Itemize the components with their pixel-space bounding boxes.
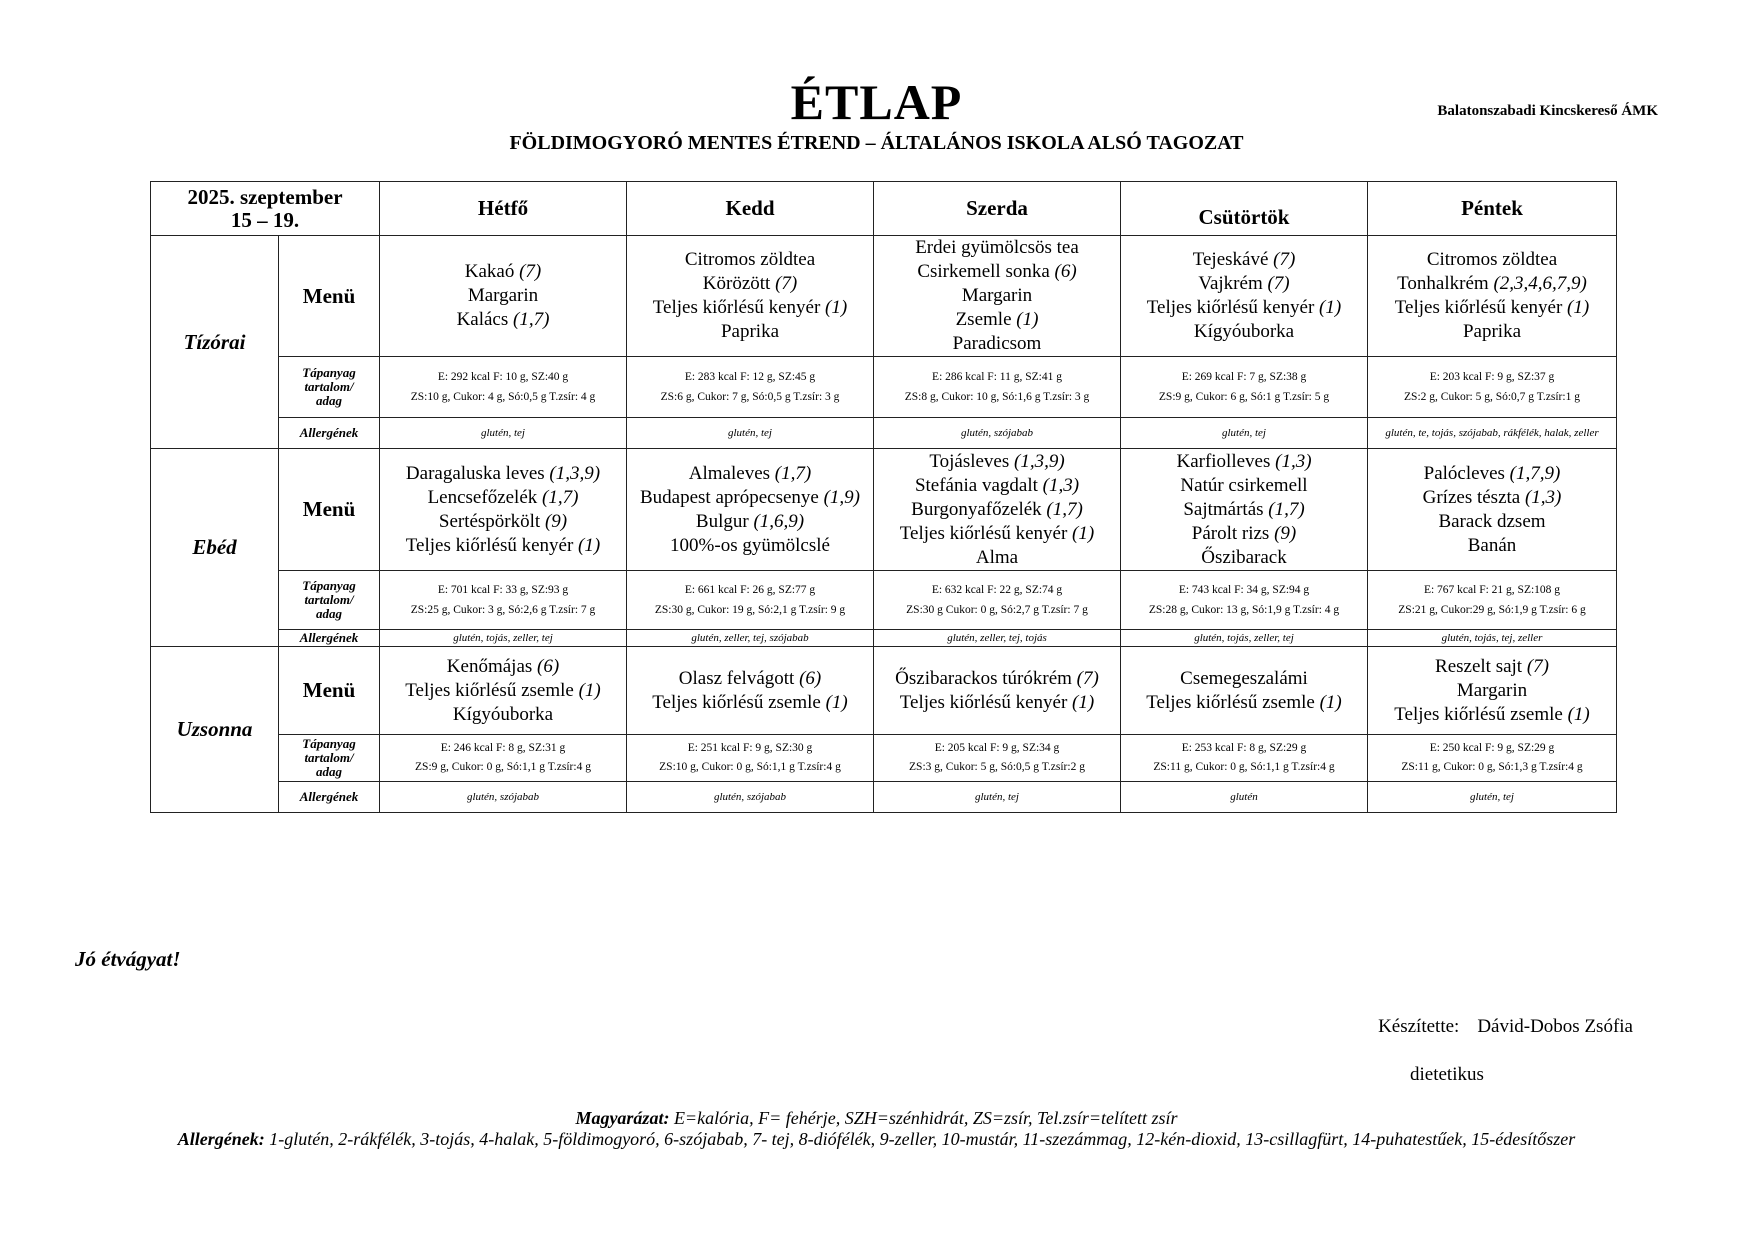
date-range-cell xyxy=(151,182,380,236)
nutrition-line: ZS:28 g, Cukor: 13 g, Só:1,9 g T.zsír: 4 g xyxy=(1148,604,1340,616)
dish-allergen-codes: (1) xyxy=(578,679,601,701)
dish-line xyxy=(629,248,871,272)
dish-line xyxy=(382,655,624,679)
dish-name: Teljes kiőrlésű kenyér xyxy=(1146,297,1315,318)
nutrition-cell-uzsonna-wednesday xyxy=(874,735,1121,782)
dish-name: Tejeskávé xyxy=(1192,249,1269,270)
dish-name: Teljes kiőrlésű kenyér xyxy=(652,297,821,318)
dish-allergen-codes: (1,3) xyxy=(1042,474,1080,496)
dish-name: Lencsefőzelék xyxy=(427,486,538,508)
nutrition-line: ZS:8 g, Cukor: 10 g, Só:1,6 g T.zsír: 3 g xyxy=(904,391,1090,403)
nutrition-line: ZS:9 g, Cukor: 0 g, Só:1,1 g T.zsír:4 g xyxy=(415,761,591,773)
dish-name: Teljes kiőrlésű zsemle xyxy=(1146,691,1315,713)
menu-cell-ebed-tuesday xyxy=(627,449,874,571)
allergen-cell-uzsonna-thursday: glutén xyxy=(1121,782,1368,813)
dish-name: Teljes kiőrlésű kenyér xyxy=(405,534,574,556)
dish-allergen-codes: (7) xyxy=(775,273,798,294)
row-label-allergens: Allergének xyxy=(279,782,380,813)
dish-name: Paprika xyxy=(720,321,780,342)
dish-name: Bulgur xyxy=(695,510,749,532)
row-label-menu: Menü xyxy=(279,647,380,735)
dish-line xyxy=(876,498,1118,522)
nutrition-cell-uzsonna-monday xyxy=(380,735,627,782)
row-label-nutrition-line: tartalom/ xyxy=(304,592,354,607)
allergen-cell-ebed-wednesday: glutén, zeller, tej, tojás xyxy=(874,630,1121,647)
nutrition-cell-tizorai-thursday xyxy=(1121,357,1368,418)
nutrition-line: ZS:25 g, Cukor: 3 g, Só:2,6 g T.zsír: 7 g xyxy=(410,604,596,616)
table-row xyxy=(151,357,1617,418)
nutrition-line: ZS:21 g, Cukor:29 g, Só:1,9 g T.zsír: 6 g xyxy=(1398,604,1586,616)
row-label-menu: Menü xyxy=(279,236,380,357)
nutrition-line: E: 286 kcal F: 11 g, SZ:41 g xyxy=(932,371,1062,383)
day-header-thursday: Csütörtök xyxy=(1121,182,1368,236)
dish-allergen-codes: (1) xyxy=(1567,703,1590,725)
menu-cell-uzsonna-tuesday xyxy=(627,647,874,735)
dish-name: Paradicsom xyxy=(952,333,1042,354)
row-label-nutrition xyxy=(279,735,380,782)
table-row xyxy=(151,735,1617,782)
dish-allergen-codes: (1) xyxy=(1567,297,1590,318)
nutrition-line: E: 767 kcal F: 21 g, SZ:108 g xyxy=(1423,584,1561,596)
day-header-tuesday: Kedd xyxy=(627,182,874,236)
menu-cell-ebed-wednesday xyxy=(874,449,1121,571)
dish-allergen-codes: (1) xyxy=(825,297,848,318)
dish-line xyxy=(629,320,871,344)
dish-name: Teljes kiőrlésű zsemle xyxy=(652,691,821,713)
dish-line xyxy=(382,703,624,727)
greeting: Jó étvágyat! xyxy=(75,947,181,971)
table-row xyxy=(151,630,1617,647)
dish-allergen-codes: (1) xyxy=(825,691,848,713)
dish-name: Őszibarack xyxy=(1201,546,1287,568)
dish-name: Reszelt sajt xyxy=(1435,655,1523,677)
dish-allergen-codes: (1,3) xyxy=(1524,486,1562,508)
row-label-nutrition xyxy=(279,571,380,630)
menu-cell-tizorai-thursday xyxy=(1121,236,1368,357)
nutrition-line: ZS:10 g, Cukor: 4 g, Só:0,5 g T.zsír: 4 g xyxy=(410,391,596,403)
dish-allergen-codes: (1) xyxy=(1016,309,1039,330)
row-label-nutrition-line: tartalom/ xyxy=(304,379,354,394)
organization-name: Balatonszabadi Kincskereső ÁMK xyxy=(1437,103,1658,119)
dish-line xyxy=(1370,510,1614,534)
menu-cell-tizorai-friday xyxy=(1368,236,1617,357)
nutrition-line: E: 251 kcal F: 9 g, SZ:30 g xyxy=(687,742,813,754)
dish-allergen-codes: (1,9) xyxy=(823,486,860,508)
day-header-monday: Hétfő xyxy=(380,182,627,236)
dish-name: Budapest aprópecsenye xyxy=(639,486,819,508)
dish-line xyxy=(1123,546,1365,570)
dish-line xyxy=(876,332,1118,356)
nutrition-line: E: 246 kcal F: 8 g, SZ:31 g xyxy=(440,742,566,754)
dish-name: Teljes kiőrlésű zsemle xyxy=(405,679,574,701)
dish-name: Paprika xyxy=(1462,321,1522,342)
dish-allergen-codes: (9) xyxy=(544,510,568,532)
table-header-row xyxy=(151,182,1617,236)
dish-line xyxy=(1123,296,1365,320)
dish-line xyxy=(1123,522,1365,546)
allergen-legend-label: Allergének: xyxy=(177,1129,265,1149)
row-label-menu: Menü xyxy=(279,449,380,571)
date-line-1: 2025. szeptember xyxy=(187,184,343,209)
dish-allergen-codes: (7) xyxy=(1076,667,1099,689)
dish-line xyxy=(1123,320,1365,344)
dish-line xyxy=(1370,679,1614,703)
dish-line xyxy=(629,462,871,486)
dish-name: Kenőmájas xyxy=(446,655,533,677)
dish-line xyxy=(629,486,871,510)
dish-allergen-codes: (1,7) xyxy=(774,462,812,484)
nutrition-line: ZS:6 g, Cukor: 7 g, Só:0,5 g T.zsír: 3 g xyxy=(660,391,840,403)
row-label-allergens: Allergének xyxy=(279,630,380,647)
dish-line xyxy=(1123,272,1365,296)
menu-cell-ebed-friday xyxy=(1368,449,1617,571)
dish-name: 100%-os gyümölcslé xyxy=(670,534,830,556)
table-row xyxy=(151,647,1617,735)
menu-cell-tizorai-monday xyxy=(380,236,627,357)
table-row xyxy=(151,236,1617,357)
allergen-cell-uzsonna-tuesday: glutén, szójabab xyxy=(627,782,874,813)
row-label-nutrition-line: adag xyxy=(316,764,342,779)
dish-name: Teljes kiőrlésű zsemle xyxy=(1394,703,1563,725)
nutrition-line: E: 292 kcal F: 10 g, SZ:40 g xyxy=(437,371,569,383)
date-line-2: 15 – 19. xyxy=(230,207,300,232)
allergen-cell-uzsonna-friday: glutén, tej xyxy=(1368,782,1617,813)
dish-line xyxy=(876,236,1118,260)
dish-allergen-codes: (1) xyxy=(1319,297,1342,318)
nutrition-cell-tizorai-tuesday xyxy=(627,357,874,418)
dish-name: Karfiolleves xyxy=(1176,450,1271,472)
dish-name: Csirkemell sonka xyxy=(917,261,1050,282)
row-label-nutrition-line: tartalom/ xyxy=(304,750,354,765)
dish-name: Margarin xyxy=(467,285,539,306)
nutrition-cell-tizorai-wednesday xyxy=(874,357,1121,418)
menu-cell-ebed-monday xyxy=(380,449,627,571)
dish-name: Sertéspörkölt xyxy=(438,510,541,532)
meal-name-tizorai: Tízórai xyxy=(151,236,279,449)
menu-cell-ebed-thursday xyxy=(1121,449,1368,571)
allergen-cell-ebed-monday: glutén, tojás, zeller, tej xyxy=(380,630,627,647)
dish-line xyxy=(876,546,1118,570)
dish-line xyxy=(382,284,624,308)
dish-line xyxy=(1123,474,1365,498)
day-header-wednesday: Szerda xyxy=(874,182,1121,236)
dish-line xyxy=(1123,498,1365,522)
nutrition-line: E: 743 kcal F: 34 g, SZ:94 g xyxy=(1178,584,1310,596)
row-label-nutrition-line: adag xyxy=(316,393,342,408)
nutrition-line: E: 661 kcal F: 26 g, SZ:77 g xyxy=(684,584,816,596)
dish-line xyxy=(1123,691,1365,715)
author-role: dietetikus xyxy=(1410,1064,1484,1085)
dish-allergen-codes: (1) xyxy=(1319,691,1342,713)
nutrition-line: E: 250 kcal F: 9 g, SZ:29 g xyxy=(1429,742,1555,754)
dish-line xyxy=(876,522,1118,546)
table-row xyxy=(151,449,1617,571)
meal-name-ebed: Ebéd xyxy=(151,449,279,647)
dish-line xyxy=(1370,486,1614,510)
nutrition-line: E: 205 kcal F: 9 g, SZ:34 g xyxy=(934,742,1060,754)
dish-allergen-codes: (1) xyxy=(1072,522,1095,544)
table-row xyxy=(151,782,1617,813)
page-subtitle: FÖLDIMOGYORÓ MENTES ÉTREND – ÁLTALÁNOS ISKOLA ALSÓ TAGOZAT xyxy=(509,132,1244,154)
allergen-cell-ebed-thursday: glutén, tojás, zeller, tej xyxy=(1121,630,1368,647)
dish-name: Vajkrém xyxy=(1198,273,1263,294)
allergen-cell-tizorai-thursday: glutén, tej xyxy=(1121,418,1368,449)
author-line xyxy=(1378,1016,1633,1038)
dish-allergen-codes: (7) xyxy=(1273,249,1296,270)
dish-allergen-codes: (1,7) xyxy=(1268,498,1305,520)
dish-name: Sajtmártás xyxy=(1183,498,1264,520)
dish-allergen-codes: (7) xyxy=(1526,655,1549,677)
dish-line xyxy=(1370,655,1614,679)
legend-label: Magyarázat: xyxy=(575,1108,670,1128)
dish-name: Grízes tészta xyxy=(1422,486,1521,508)
nutrition-line: E: 283 kcal F: 12 g, SZ:45 g xyxy=(684,371,816,383)
author-label: Készítette: xyxy=(1378,1016,1460,1037)
dish-allergen-codes: (6) xyxy=(799,667,822,689)
table-row xyxy=(151,418,1617,449)
dish-name: Natúr csirkemell xyxy=(1180,474,1308,496)
dish-line xyxy=(382,510,624,534)
day-header-friday: Péntek xyxy=(1368,182,1617,236)
dish-allergen-codes: (1,3,9) xyxy=(549,462,601,484)
dish-line xyxy=(876,284,1118,308)
dish-line xyxy=(876,308,1118,332)
allergen-legend-text: 1-glutén, 2-rákfélék, 3-tojás, 4-halak, 5-földimogyoró, 6-szójabab, 7- tej, 8-diófélék, 9-zeller, 10-mustár, 11-szezámmag, 12-kén-dioxid, 13-csillagfürt, 14-puhatestűek, 15-édesítőszer xyxy=(269,1129,1576,1149)
allergen-cell-tizorai-wednesday: glutén, szójabab xyxy=(874,418,1121,449)
dish-name: Erdei gyümölcsös tea xyxy=(915,237,1079,258)
nutrition-cell-ebed-monday xyxy=(380,571,627,630)
nutrition-line: ZS:30 g, Cukor: 19 g, Só:2,1 g T.zsír: 9 g xyxy=(654,604,846,616)
dish-allergen-codes: (6) xyxy=(537,655,560,677)
dish-line xyxy=(629,272,871,296)
dish-line xyxy=(629,534,871,558)
dish-allergen-codes: (7) xyxy=(519,261,542,282)
dish-allergen-codes: (7) xyxy=(1267,273,1290,294)
nutrition-cell-ebed-wednesday xyxy=(874,571,1121,630)
nutrition-line: ZS:2 g, Cukor: 5 g, Só:0,7 g T.zsír:1 g xyxy=(1404,391,1580,403)
dish-name: Barack dzsem xyxy=(1438,510,1546,532)
dish-name: Őszibarackos túrókrém xyxy=(895,667,1072,689)
menu-cell-uzsonna-friday xyxy=(1368,647,1617,735)
dish-name: Teljes kiőrlésű kenyér xyxy=(899,691,1068,713)
dish-line xyxy=(1123,248,1365,272)
dish-name: Almaleves xyxy=(688,462,771,484)
allergen-cell-uzsonna-monday: glutén, szójabab xyxy=(380,782,627,813)
dish-line xyxy=(382,486,624,510)
nutrition-line: E: 253 kcal F: 8 g, SZ:29 g xyxy=(1181,742,1307,754)
allergen-cell-tizorai-friday: glutén, te, tojás, szójabab, rákfélék, halak, zeller xyxy=(1368,418,1617,449)
dish-line xyxy=(1370,248,1614,272)
page-title: ÉTLAP xyxy=(790,74,963,130)
allergen-legend xyxy=(100,1129,1653,1150)
dish-line xyxy=(1370,534,1614,558)
dish-line xyxy=(1370,296,1614,320)
nutrition-cell-uzsonna-tuesday xyxy=(627,735,874,782)
dish-name: Teljes kiőrlésű kenyér xyxy=(1394,297,1563,318)
nutrition-line: ZS:10 g, Cukor: 0 g, Só:1,1 g T.zsír:4 g xyxy=(659,761,841,773)
nutrition-line: E: 701 kcal F: 33 g, SZ:93 g xyxy=(437,584,569,596)
dish-allergen-codes: (1,7) xyxy=(1046,498,1083,520)
dish-line xyxy=(629,691,871,715)
dish-allergen-codes: (1,6,9) xyxy=(753,510,805,532)
dish-name: Kígyóuborka xyxy=(452,703,554,725)
dish-allergen-codes: (1,3) xyxy=(1275,450,1312,472)
nutrition-line: E: 203 kcal F: 9 g, SZ:37 g xyxy=(1429,371,1555,383)
dish-line xyxy=(876,260,1118,284)
nutrition-line: ZS:30 g Cukor: 0 g, Só:2,7 g T.zsír: 7 g xyxy=(906,604,1088,616)
dish-allergen-codes: (2,3,4,6,7,9) xyxy=(1493,273,1587,294)
dish-name: Margarin xyxy=(961,285,1033,306)
dish-line xyxy=(876,450,1118,474)
nutrition-line: E: 632 kcal F: 22 g, SZ:74 g xyxy=(931,584,1063,596)
nutrition-cell-tizorai-friday xyxy=(1368,357,1617,418)
nutrition-cell-uzsonna-friday xyxy=(1368,735,1617,782)
dish-line xyxy=(382,260,624,284)
nutrition-line: ZS:9 g, Cukor: 6 g, Só:1 g T.zsír: 5 g xyxy=(1158,391,1330,403)
dish-allergen-codes: (1,7,9) xyxy=(1509,462,1561,484)
dish-line xyxy=(382,308,624,332)
nutrition-cell-ebed-thursday xyxy=(1121,571,1368,630)
row-label-allergens: Allergének xyxy=(279,418,380,449)
dish-line xyxy=(1123,450,1365,474)
row-label-nutrition-line: Tápanyag xyxy=(302,365,356,380)
nutrition-cell-tizorai-monday xyxy=(380,357,627,418)
dish-name: Palócleves xyxy=(1423,462,1505,484)
nutrition-cell-uzsonna-thursday xyxy=(1121,735,1368,782)
dish-name: Daragaluska leves xyxy=(405,462,545,484)
nutrition-cell-ebed-friday xyxy=(1368,571,1617,630)
dish-name: Tojásleves xyxy=(929,450,1010,472)
dish-allergen-codes: (9) xyxy=(1274,522,1297,544)
dish-name: Stefánia vagdalt xyxy=(914,474,1038,496)
nutrition-line: E: 269 kcal F: 7 g, SZ:38 g xyxy=(1181,371,1307,383)
menu-cell-tizorai-wednesday xyxy=(874,236,1121,357)
dish-name: Olasz felvágott xyxy=(678,667,795,689)
dish-name: Kígyóuborka xyxy=(1193,321,1295,342)
dish-line xyxy=(382,534,624,558)
dish-line xyxy=(382,462,624,486)
table-row xyxy=(151,571,1617,630)
author-name: Dávid-Dobos Zsófia xyxy=(1477,1016,1633,1037)
dish-line xyxy=(1123,667,1365,691)
dish-allergen-codes: (1,7) xyxy=(542,486,579,508)
dish-name: Alma xyxy=(975,546,1019,568)
dish-line xyxy=(876,474,1118,498)
dish-allergen-codes: (1) xyxy=(578,534,601,556)
menu-cell-tizorai-tuesday xyxy=(627,236,874,357)
legend-explanation xyxy=(0,1108,1753,1129)
dish-name: Kalács xyxy=(456,309,509,330)
row-label-nutrition-line: Tápanyag xyxy=(302,578,356,593)
dish-line xyxy=(629,510,871,534)
nutrition-line: ZS:11 g, Cukor: 0 g, Só:1,3 g T.zsír:4 g xyxy=(1401,761,1583,773)
dish-allergen-codes: (1) xyxy=(1072,691,1095,713)
legend-text: E=kalória, F= fehérje, SZH=szénhidrát, ZS=zsír, Tel.zsír=telített zsír xyxy=(673,1108,1178,1128)
dish-line xyxy=(1370,462,1614,486)
menu-table xyxy=(150,181,1617,813)
dish-line xyxy=(1370,320,1614,344)
row-label-nutrition-line: adag xyxy=(316,606,342,621)
dish-name: Párolt rizs xyxy=(1191,522,1270,544)
allergen-cell-uzsonna-wednesday: glutén, tej xyxy=(874,782,1121,813)
dish-name: Kakaó xyxy=(464,261,515,282)
menu-cell-uzsonna-monday xyxy=(380,647,627,735)
dish-line xyxy=(876,691,1118,715)
meal-name-uzsonna: Uzsonna xyxy=(151,647,279,813)
dish-allergen-codes: (1,7) xyxy=(513,309,550,330)
dish-name: Teljes kiőrlésű kenyér xyxy=(899,522,1068,544)
nutrition-cell-ebed-tuesday xyxy=(627,571,874,630)
dish-name: Margarin xyxy=(1456,679,1528,701)
dish-name: Csemegeszalámi xyxy=(1180,667,1308,689)
row-label-nutrition-line: Tápanyag xyxy=(302,736,356,751)
dish-name: Banán xyxy=(1467,534,1517,556)
dish-name: Burgonyafőzelék xyxy=(911,498,1042,520)
dish-line xyxy=(876,667,1118,691)
dish-name: Körözött xyxy=(702,273,771,294)
dish-name: Citromos zöldtea xyxy=(1426,249,1558,270)
menu-cell-uzsonna-wednesday xyxy=(874,647,1121,735)
nutrition-line: ZS:11 g, Cukor: 0 g, Só:1,1 g T.zsír:4 g xyxy=(1153,761,1335,773)
dish-line xyxy=(629,667,871,691)
allergen-cell-tizorai-monday: glutén, tej xyxy=(380,418,627,449)
dish-line xyxy=(629,296,871,320)
dish-name: Citromos zöldtea xyxy=(684,249,816,270)
allergen-cell-ebed-tuesday: glutén, zeller, tej, szójabab xyxy=(627,630,874,647)
allergen-cell-tizorai-tuesday: glutén, tej xyxy=(627,418,874,449)
menu-cell-uzsonna-thursday xyxy=(1121,647,1368,735)
allergen-cell-ebed-friday: glutén, tojás, tej, zeller xyxy=(1368,630,1617,647)
row-label-nutrition xyxy=(279,357,380,418)
dish-allergen-codes: (1,3,9) xyxy=(1014,450,1065,472)
dish-line xyxy=(1370,703,1614,727)
nutrition-line: ZS:3 g, Cukor: 5 g, Só:0,5 g T.zsír:2 g xyxy=(909,761,1085,773)
dish-line xyxy=(1370,272,1614,296)
dish-allergen-codes: (6) xyxy=(1054,261,1077,282)
dish-name: Zsemle xyxy=(955,309,1012,330)
dish-line xyxy=(382,679,624,703)
dish-name: Tonhalkrém xyxy=(1397,273,1489,294)
